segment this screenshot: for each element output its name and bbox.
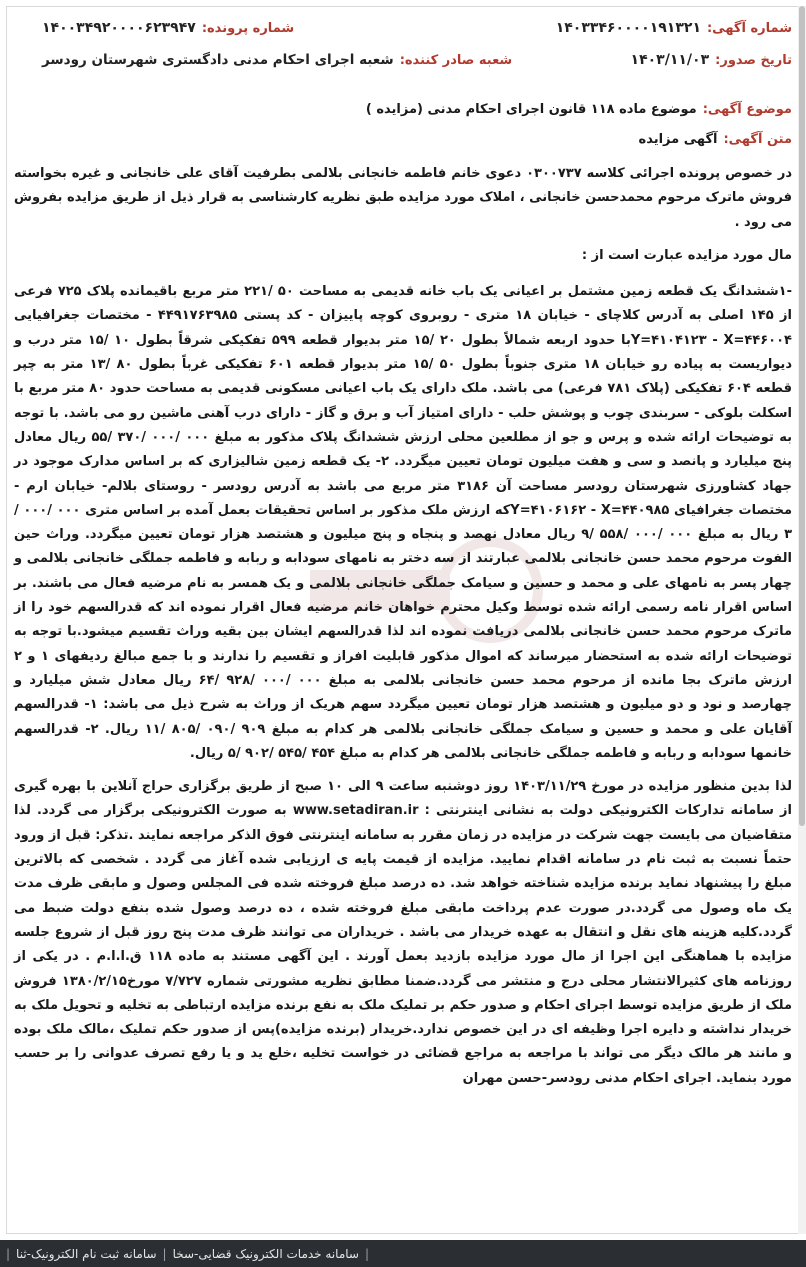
footer-separator: |	[162, 1246, 167, 1261]
body-paragraph-auction-terms: لذا بدین منظور مزایده در مورخ ۱۴۰۳/۱۱/۲۹ روز دوشنبه ساعت ۹ الی ۱۰ صبح از طریق برگزاری حراج آنلاین با بهره گیری از سامانه تدارکات الکترونیکی دولت به نشانی اینترنتی : www.setadiran.ir به صورت الکترونیکی برگزار می گردد. لذا متقاضیان می بایست جهت شرکت در مزایده در زمان مقرر به سامانه اینترنتی فوق الذکر مراجعه نمایند .تذکر: قبل از ورود حتماً نسبت به ثبت نام در سامانه اقدام نمایید. مزایده از قیمت پایه ی ارزیابی شده آغاز می گردد . شخصی که بالاترین مبلغ را پیشنهاد نماید برنده مزایده شناخته خواهد شد. ده درصد مبلغ فروخته شده فی المجلس وصول و مابقی ظرف مدت یک ماه وصول می گردد.در صورت عدم پرداخت مابقی مبلغ فروخته شده ، ده درصد وصول شده بنفع دولت ضبط می گردد.کلیه هزینه های نقل و انتقال به عهده خریدار می باشد . خریداران می توانند ظرف مدت پنج روز قبل از شروع جلسه مزایده با هماهنگی این اجرا از مال مورد مزایده بازدید بعمل آورند . این آگهی مستند به ماده ۱۱۸ ق.ا.ا.م . در یکی از روزنامه های کثیرالانتشار محلی درج و منتشر می گردد.ضمنا مطابق نظریه مشورتی شماره ۷/۷۲۷ مورخ۱۳۸۰/۲/۱۵ فروش ملک از طریق مزایده توسط اجرای احکام و صدور حکم بر تملیک ملک به نفع برنده مزایده ارتباطی به تخلیه و تحویل ملک به خریدار نداشته و دایره اجرا وظیفه ای در این خصوص ندارد.خریدار (برنده مزایده)پس از صدور حکم تملیک ،مالک ملک بوده و مانند هر مالک دیگر می تواند با مراجعه به مراجع قضائی در خواست تخلیه ،خلع ید و یا رفع تصرف عدوانی را بر حسب مورد بنماید. اجرای احکام مدنی رودسر-حسن مهران	[14, 779, 792, 1086]
issue-date-value: ۱۴۰۳/۱۱/۰۳	[630, 52, 710, 68]
spacer	[14, 84, 792, 102]
issue-date-label: تاریخ صدور:	[715, 53, 792, 68]
issuer-value: شعبه اجرای احکام مدنی دادگستری شهرستان رودسر	[42, 52, 394, 68]
meta-row-2	[14, 52, 792, 84]
subject-value: موضوع ماده ۱۱۸ قانون اجرای احکام مدنی (مزایده )	[365, 102, 697, 117]
ad-number-value: ۱۴۰۳۳۴۶۰۰۰۰۱۹۱۳۲۱	[555, 20, 701, 36]
body-paragraph-intro: در خصوص پرونده اجرائی کلاسه ۰۳۰۰۷۳۷ دعوی خانم فاطمه خانجانی بلالمی بطرفیت آقای علی خانجانی و غیره بخواسته فروش ماترک مرحوم محمدحسن خانجانی ، املاک مورد مزایده طبق نظریه کارشناسی به قرار ذیل از طریق مزایده بفروش می رود .	[14, 166, 792, 230]
footer-separator: |	[6, 1246, 11, 1261]
body-paragraph-properties: -۱ششدانگ یک قطعه زمین مشتمل بر اعیانی یک باب خانه قدیمی به مساحت ۵۰ /۲۲۱ متر مربع باقیمانده پلاک ۷۲۵ فرعی از ۱۴۵ اصلی به آدرس کلاچای - خیابان ۱۸ متری - روبروی کوچه پاییزان - کد پستی ۴۴۹۱۷۶۳۹۸۵ - مختصات جغرافیایی Y=۴۱۰۴۱۲۳ - X=۴۴۶۰۰۴با حدود اربعه شمالاً بطول ۲۰ /۱۵ متر بدیوار قطعه ۵۹۹ تفکیکی شرقاً بطول ۱۰ /۱۵ متر درب و دیواریست به پیاده رو خیابان ۱۸ متری جنوباً بطول ۵۰ /۱۵ متر بدیوار قطعه ۶۰۱ تفکیکی غرباً بطول ۸۰ /۱۳ متر به چپر قطعه ۶۰۴ تفکیکی (پلاک ۷۸۱ فرعی) می باشد. ملک دارای یک باب اعیانی مسکونی قدیمی به مساحت حدود ۸۰ متر مربع با اسکلت بلوکی - سربندی چوب و پوشش حلب - دارای امتیاز آب و برق و گاز - دارای درب آهنی ماشین رو می باشد. با توجه به توضیحات ارائه شده و پرس و جو از مطلعین محلی ارزش ششدانگ پلاک مذکور به مبلغ ۰۰۰ /۰۰۰ /۳۷۰ /۵۵ ریال معادل پنج میلیارد و پانصد و سی و هفت میلیون تومان تعیین میگردد. ۲- یک قطعه زمین شالیزاری که بر اساس مدارک موجود در جهاد کشاورزی شهرستان رودسر مساحت آن ۳۱۸۶ متر مربع می باشد به آدرس رودسر - روستای بلالم- خیابان ارم - مختصات جغرافیای Y=۴۱۰۶۱۶۲ - X=۴۴۰۹۸۵که ارزش ملک مذکور بر اساس تحقیقات بعمل آمده بر اساس متری ۰۰۰ /۰۰۰ /۳ ریال به مبلغ ۰۰۰ /۰۰۰ /۵۵۸ /۹ ریال معادل نهصد و پنجاه و پنج میلیون و هشتصد هزار تومان تعیین میگردد. وراث حین الفوت مرحوم محمد حسن خانجانی بلالمی عبارتند از سه دختر به نامهای سودابه و ربابه و فاطمه جملگی خانجانی بلالمی و چهار پسر به نامهای علی و محمد و حسین و سیامک جملگی خانجانی بلالمی و یک همسر به نام مرضیه فعال می باشند. بر اساس اقرار نامه رسمی ارائه شده توسط وکیل محترم خواهان خانم مرضیه فعال اقرار نموده اند که قدرالسهم خود را از ماترک مرحوم محمد حسن خانجانی بلالمی دریافت نموده اند لذا قدرالسهم ایشان بین بقیه وراث تقسیم میشود.با توجه به توضیحات ارائه شده به استحضار میرساند که اموال مذکور قابلیت افراز و تقسیم را ندارند و با جمع مبالغ ردیفهای ۱ و ۲ ارزش ماترک بجا مانده از مرحوم محمد حسن خانجانی بلالمی به مبلغ ۰۰۰ /۰۰۰ /۹۲۸ /۶۴ ریال معادل شش میلیارد و چهارصد و نود و دو میلیون و هشتصد هزار تومان تعیین میگردد سهم هریک از وراث به شرح ذیل می باشد: ۱- قدرالسهم آقایان علی و محمد و حسین و سیامک جملگی خانجانی بلالمی هر کدام به مبلغ ۹۰۹ /۰۹۰ /۸۰۵ /۱۱ ریال. ۲- قدرالسهم خانمها سودابه و ربابه و فاطمه جملگی خانجانی بلالمی هر کدام به مبلغ ۴۵۴ /۵۴۵ /۹۰۲ /۵ ریال.	[14, 284, 793, 761]
subject-label: موضوع آگهی:	[702, 102, 792, 117]
text-title-row	[14, 132, 792, 162]
ad-number-label: شماره آگهی:	[706, 21, 792, 36]
case-number-label: شماره پرونده:	[201, 21, 295, 36]
body-paragraph-heading: مال مورد مزایده عبارت است از :	[581, 247, 792, 263]
footer-link-sana[interactable]: سامانه ثبت نام الکترونیک-ثنا	[16, 1246, 157, 1261]
notice-content	[14, 20, 792, 1100]
case-number-value: ۱۴۰۰۳۴۹۲۰۰۰۰۶۲۳۹۴۷	[42, 20, 196, 36]
issuer-label: شعبه صادر کننده:	[399, 53, 513, 68]
scrollbar-thumb[interactable]	[799, 6, 805, 826]
text-title-value: آگهی مزایده	[638, 132, 718, 147]
issue-date	[631, 52, 792, 68]
ad-number	[556, 20, 792, 36]
footer-bar	[0, 1240, 806, 1267]
notice-body	[14, 162, 792, 1091]
issuer	[42, 52, 512, 68]
footer-link-sakha[interactable]: سامانه خدمات الکترونیک قضایی-سخا	[172, 1246, 359, 1261]
meta-row-1	[14, 20, 792, 52]
subject-row	[14, 102, 792, 132]
footer-separator: |	[364, 1246, 370, 1261]
case-number	[42, 20, 294, 36]
text-title-label: متن آگهی:	[723, 132, 792, 147]
